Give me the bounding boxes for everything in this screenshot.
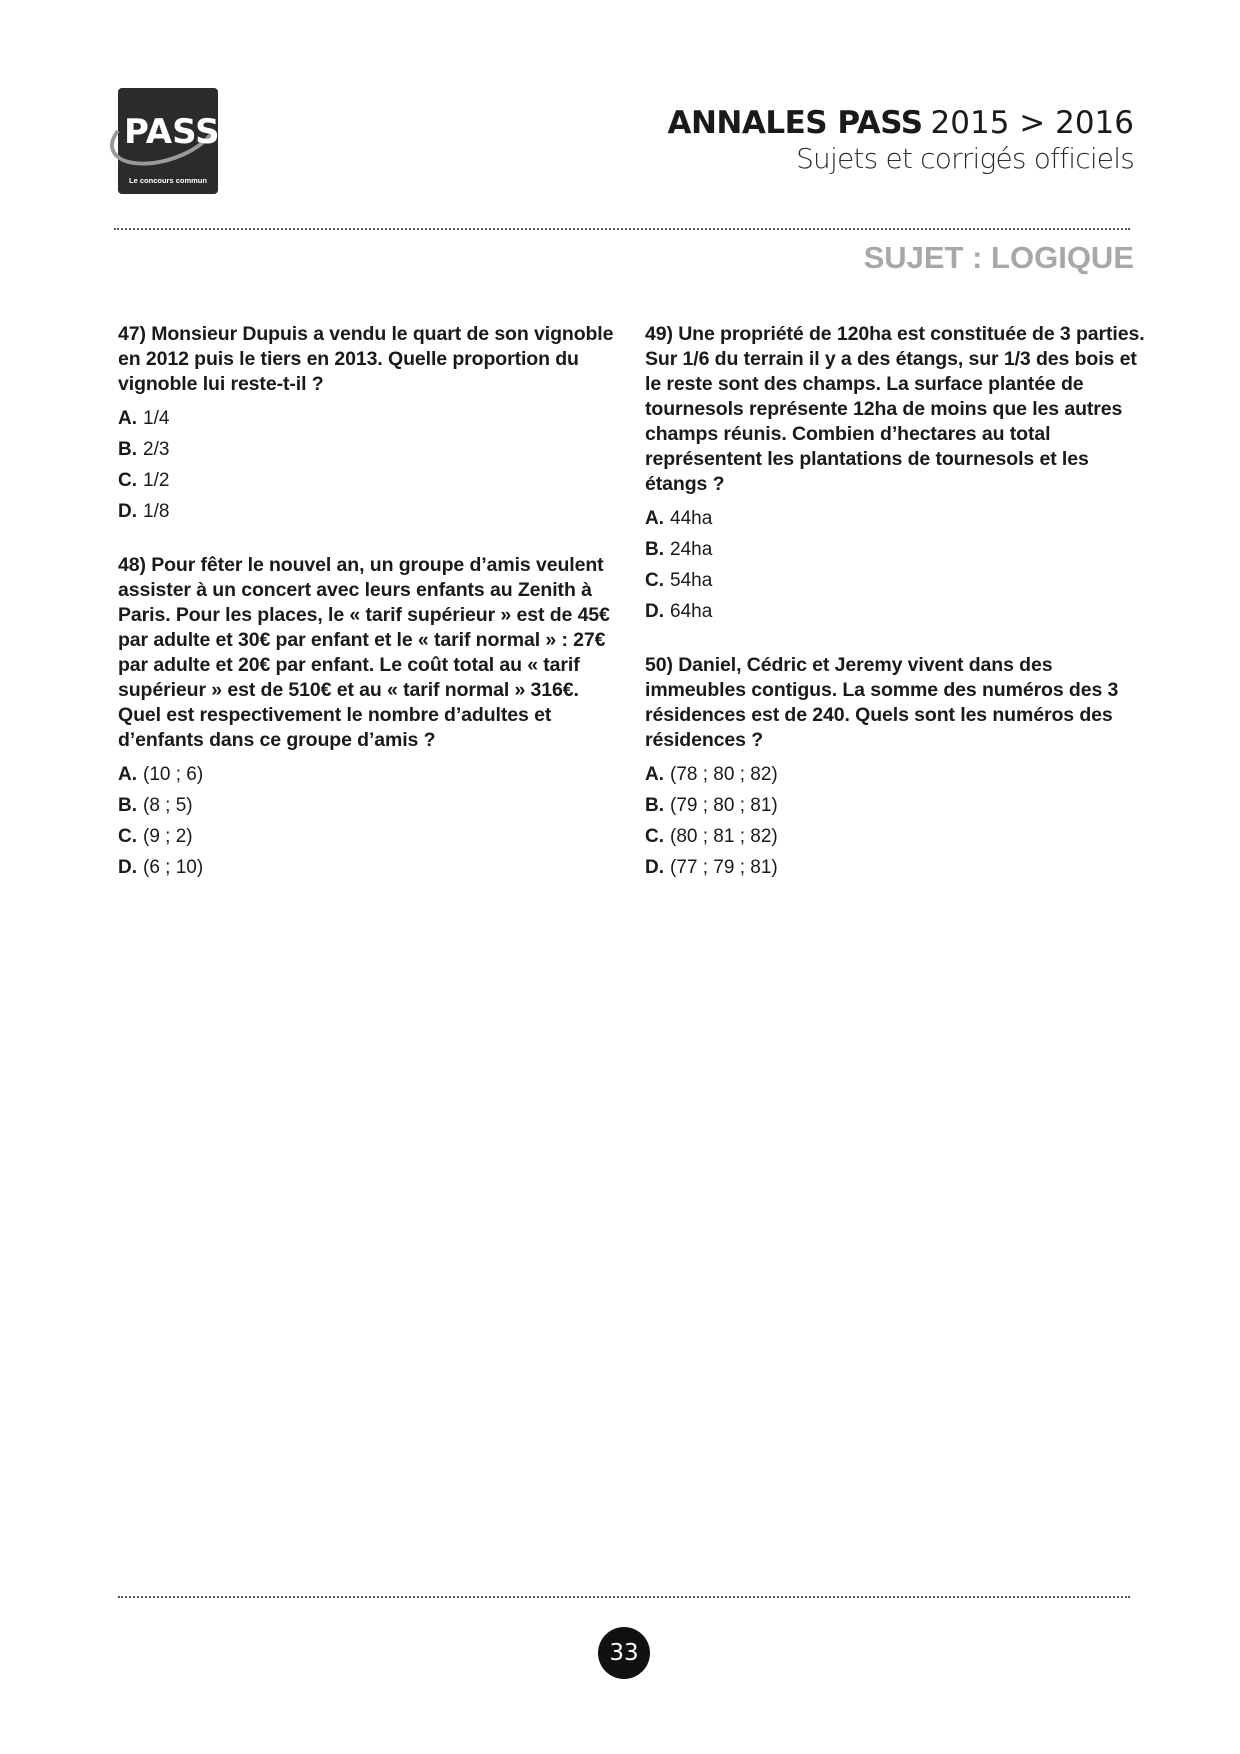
question-47-option-b: B. 2/3: [118, 439, 170, 460]
question-47-option-a: A. 1/4: [118, 408, 170, 429]
question-49: [645, 322, 1145, 627]
top-dotted-divider: [114, 228, 1130, 230]
bottom-dotted-divider: [118, 1596, 1130, 1598]
question-50-option-d: D. (77 ; 79 ; 81): [645, 857, 778, 878]
right-column: [645, 322, 1145, 909]
question-47-option-d: D. 1/8: [118, 501, 170, 522]
logo-tagline: Le concours commun: [129, 176, 207, 185]
logo-word: PASS: [124, 112, 220, 152]
header-title-strong: ANNALES PASS: [667, 105, 923, 141]
section-title: SUJET : LOGIQUE: [863, 240, 1134, 275]
page-number: 33: [598, 1627, 650, 1679]
question-48-option-d: D. (6 ; 10): [118, 857, 204, 878]
question-49-text: 49) Une propriété de 120ha est constituée de 3 parties. Sur 1/6 du terrain il y a des étangs, sur 1/3 des bois et le reste sont des champs. La surface plantée de tournesols représente 12ha de moins que les autres champs réunis. Combien d’hectares au total représentent les plantations de tournesols et les étangs ?: [645, 323, 1145, 495]
question-47-text: 47) Monsieur Dupuis a vendu le quart de son vignoble en 2012 puis le tiers en 2013. Quelle proportion du vignoble lui reste-t-il ?: [118, 323, 614, 395]
question-48: [118, 553, 618, 883]
header-title: [667, 106, 1134, 140]
question-49-option-b: B. 24ha: [645, 539, 713, 560]
question-48-option-b: B. (8 ; 5): [118, 795, 193, 816]
left-column: [118, 322, 618, 909]
header-title-years: 2015 > 2016: [930, 105, 1134, 141]
question-47-option-c: C. 1/2: [118, 470, 170, 491]
question-48-text: 48) Pour fêter le nouvel an, un groupe d’amis veulent assister à un concert avec leurs enfants au Zenith à Paris. Pour les places, le « tarif supérieur » est de 45€ par adulte et 30€ par enfant et le « tarif normal » : 27€ par adulte et 20€ par enfant. Le coût total au « tarif supérieur » est de 510€ et au « tarif normal » 316€. Quel est respectivement le nombre d’adultes et d’enfants dans ce groupe d’amis ?: [118, 554, 610, 751]
question-49-option-c: C. 54ha: [645, 570, 713, 591]
question-47: [118, 322, 618, 527]
question-50-text: 50) Daniel, Cédric et Jeremy vivent dans des immeubles contigus. La somme des numéros des 3 résidences est de 240. Quels sont les numéros des résidences ?: [645, 654, 1119, 751]
question-50-option-b: B. (79 ; 80 ; 81): [645, 795, 778, 816]
question-50-option-a: A. (78 ; 80 ; 82): [645, 764, 778, 785]
question-50-option-c: C. (80 ; 81 ; 82): [645, 826, 778, 847]
question-49-option-d: D. 64ha: [645, 601, 713, 622]
question-50: [645, 653, 1145, 883]
header-subtitle: Sujets et corrigés officiels: [796, 142, 1134, 175]
question-49-option-a: A. 44ha: [645, 508, 713, 529]
question-48-option-c: C. (9 ; 2): [118, 826, 193, 847]
question-48-option-a: A. (10 ; 6): [118, 764, 204, 785]
pass-logo: [118, 88, 218, 194]
